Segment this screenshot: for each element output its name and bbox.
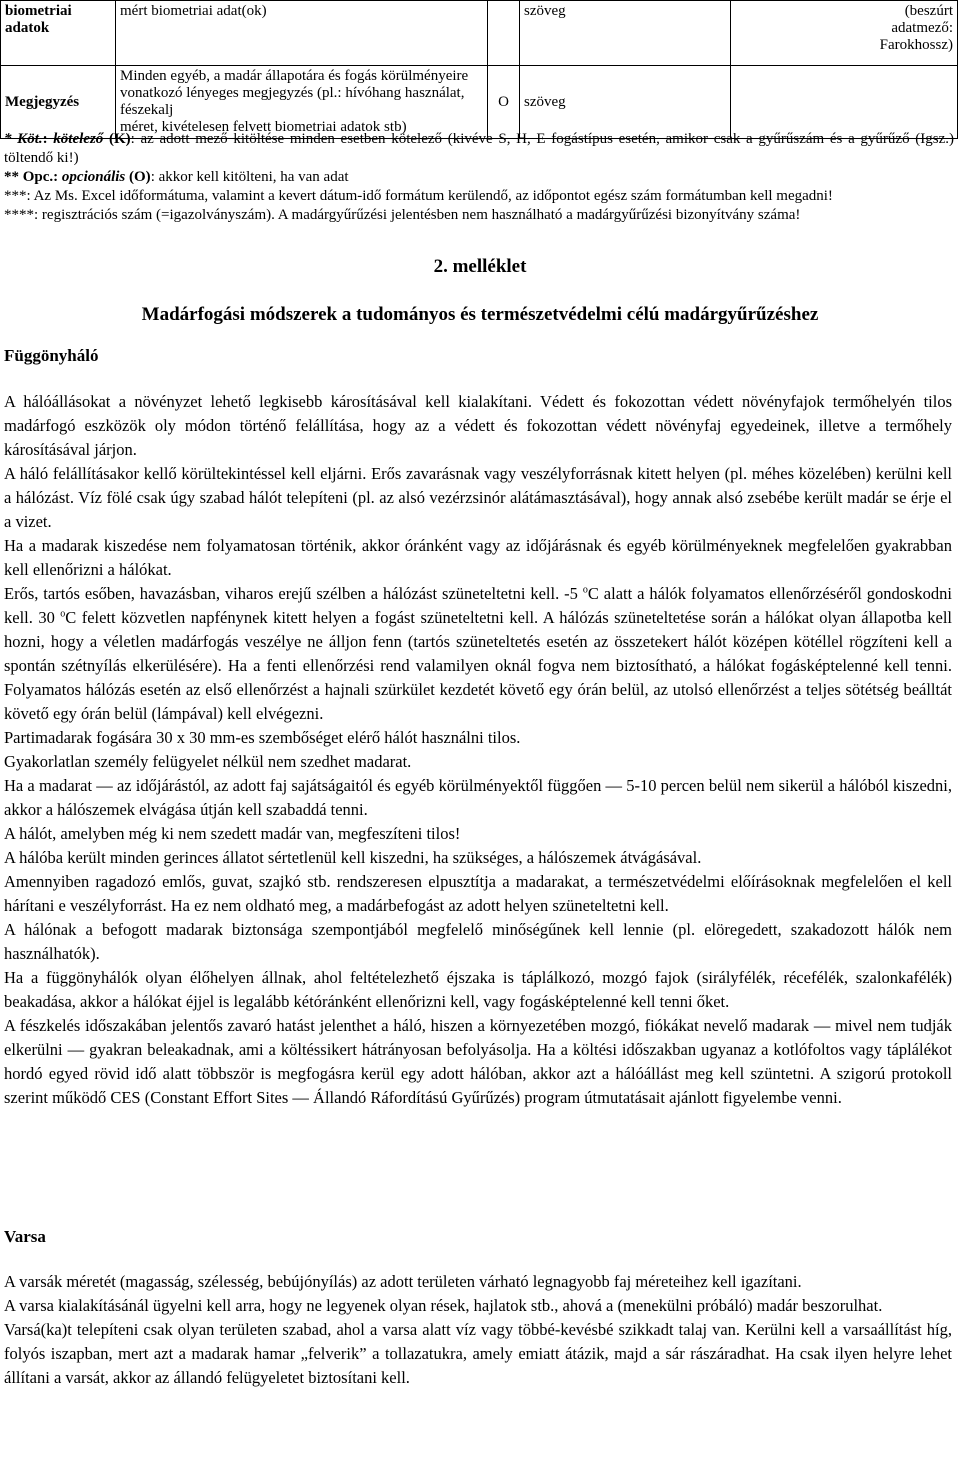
section-body-varsa (4, 1270, 952, 1390)
section-heading-fuggonyhalo: Függönyháló (4, 346, 99, 365)
row-description-line: méret, kivételesen felvett biometriai adatok stb) (120, 119, 407, 135)
footnote-time-format: ***: Az Ms. Excel időformátuma, valamint a kevert dátum-idő formátum kerülendő, az időpontot egész szám formátumban kell megadni! (4, 188, 833, 204)
paragraph: A hálónak a befogott madarak biztonsága szempontjából megfelelő minőségűnek kell lennie (pl. elöregedett, szakadozott hálók nem használhatók). (4, 920, 952, 963)
row-flag: O (488, 66, 520, 139)
row-description (116, 66, 488, 139)
footnote-optional (4, 168, 954, 187)
footnotes (4, 130, 954, 225)
footnote-marker: * Köt. (4, 131, 43, 147)
row-note (731, 66, 958, 139)
paragraph: Partimadarak fogására 30 x 30 mm-es szembőséget elérő hálót használni tilos. (4, 728, 521, 747)
section-body-fuggonyhalo (4, 390, 952, 1110)
row-note-line: (beszúrt (904, 3, 953, 19)
text-span: C alatt a hálók folyamatos ellenőrzéséről gondoskodni kell. 30 (4, 584, 952, 627)
row-label: Megjegyzés (1, 66, 116, 139)
section-heading-varsa: Varsa (4, 1227, 46, 1246)
footnote-term: kötelező (47, 131, 104, 147)
footnote-mandatory (4, 130, 954, 168)
row-type: szöveg (520, 1, 731, 66)
footnote-colon: : (42, 131, 48, 147)
paragraph: Varsá(ka)t telepíteni csak olyan területen szabad, ahol a varsa alatt víz vagy többé-kevésbé szikkadt talaj van. Kerülni kell a varsaállítást híg, folyós iszapban, mert azt a madarak hamar „felverik” a tollazatukra, amely emiatt átázik, majd a sár rászáradhat. Ha csak ilyen helyre lehet állítani a varsát, akkor az állandó felügyeletet biztosítani kell. (4, 1320, 952, 1387)
paragraph: Ha a madarat ― az időjárástól, az adott faj sajátságaitól és egyéb körülményektől függően ― 5-10 percen belül nem sikerül a hálóból kiszedni, akkor a hálószemek elvágása útján kell szabaddá tenni. (4, 776, 952, 819)
row-description: mért biometriai adat(ok) (116, 1, 488, 66)
footnote-text: : az adott mező kitöltése minden esetben kötelező (kivéve S, H, E fogástípus esetén, amikor csak a gyűrűszám és a gyűrűző (Igsz.) töltendő ki!) (4, 131, 954, 166)
footnote-marker: ** Opc. (4, 169, 54, 185)
footnote-code: (O) (125, 169, 151, 185)
row-note-line: adatmező: (891, 20, 953, 36)
paragraph: A hálót, amelyben még ki nem szedett madár van, megfeszíteni tilos! (4, 824, 461, 843)
paragraph: Ha a madarak kiszedése nem folyamatosan történik, akkor óránként vagy az időjárásnak és egyéb körülményeknek megfelelően gyakrabban kell ellenőrizni a hálókat. (4, 536, 952, 579)
footnote-colon: : (53, 169, 59, 185)
paragraph: A fészkelés időszakában jelentős zavaró hatást jelenthet a háló, hiszen a környezetében mozgó, fiókákat nevelő madarak ― mivel nem tudják elkerülni ― gyakran beleakadnak, ami a költéssikert hátrányosan befolyásolja. Ha a költési időszakban ugyanaz a kotlófoltos vagy táplálékot hordó egyed rövid idő alatt többször is megfogásra kerül egy adott hálóban, akkor azt a hálóállást meg kell szüntetni. A szigorú protokoll szerint működő CES (Constant Effort Sites ― Állandó Ráfordítású Gyűrűzés) program útmutatásait ajánlott figyelembe venni. (4, 1016, 952, 1107)
row-note (731, 1, 958, 66)
row-note-line: Farokhossz) (879, 37, 953, 53)
biometric-table (0, 0, 958, 139)
row-type: szöveg (520, 66, 731, 139)
row-label-line: adatok (5, 20, 50, 36)
row-description-line: Minden egyéb, a madár állapotára és fogás körülményeire (120, 68, 469, 84)
row-flag (488, 1, 520, 66)
footnote-code: (K) (103, 131, 131, 147)
paragraph: Ha a függönyhálók olyan élőhelyen állnak, ahol feltételezhető éjszaka is táplálkozó, mozgó fajok (sirályfélék, récefélék, szalonkafélék) beakadása, akkor a hálókat éjjel is legalább kétóránként ellenőrizni kell, vagy fogásképtelenné kell tenni őket. (4, 968, 952, 1011)
footnote-text: : akkor kell kitölteni, ha van adat (150, 169, 349, 185)
degree-sup: o (582, 584, 588, 596)
text-span: C felett közvetlen napfénynek kitett helyen a fogást szüneteltetni kell. A hálózás szüneteltetése során a hálókat olyan állapotba kell hozni, hogy a véletlen madárfogás veszélye ne álljon fenn (tartós szüneteltetés esetén az összetekert hálót középen kötéllel rögzíteni kell a spontán szétnyílás elkerülésére). Ha a fenti ellenőrzési rend valamilyen oknál fogva nem biztosítható, a hálókat fogásképtelenné kell tenni. Folyamatos hálózás esetén az első ellenőrzést a hajnali szürkület kezdetét követő egy órán belül, az utolsó ellenőrzést a teljes sötétség beálltát követő egy órán belül (lámpával) kell elvégezni. (4, 608, 952, 723)
paragraph: A hálóba került minden gerinces állatot sértetlenül kell kiszedni, ha szükséges, a hálószemek átvágásával. (4, 848, 702, 867)
paragraph-temperature (4, 582, 952, 726)
text-span: Erős, tartós esőben, havazásban, viharos erejű szélben a hálózást szüneteltetni kell. -5 (4, 584, 583, 603)
footnote-registration: ****: regisztrációs szám (=igazolványszám). A madárgyűrűzési jelentésben nem használható a madárgyűrűzési bizonyítvány száma! (4, 207, 801, 223)
annex-number: 2. melléklet (433, 256, 527, 277)
paragraph: A varsa kialakításánál ügyelni kell arra, hogy ne legyenek olyan rések, hajlatok stb., ahová a (menekülni próbáló) madár beszorulhat. (4, 1296, 883, 1315)
paragraph: Amennyiben ragadozó emlős, guvat, szajkó stb. rendszeresen elpusztítja a madarakat, a természetvédelmi előírásoknak megfelelően el kell hárítani e veszélyforrást. Ha ez nem oldható meg, a madárbefogást az adott helyen szüneteltetni kell. (4, 872, 952, 915)
paragraph: A varsák méretét (magasság, szélesség, bebújónyílás) az adott területen várható legnagyobb faj méreteihez kell igazítani. (4, 1272, 802, 1291)
degree-sup: o (60, 608, 66, 620)
paragraph: A háló felállításakor kellő körültekintéssel kell eljárni. Erős zavarásnak vagy veszélyforrásnak kitett helyen (pl. méhes közelében) kerülni kell a hálózást. Víz fölé csak úgy szabad hálót telepíteni (pl. az alsó vezérzsinór alátámasztásával), hogy annak alsó zsebébe került madár se érje el a vizet. (4, 464, 952, 531)
paragraph: A hálóállásokat a növényzet lehető legkisebb károsításával kell kialakítani. Védett és fokozottan védett növényfajok termőhelyén tilos madárfogó eszközök oly módon történő felállítása, hogy az a védett és fokozottan védett növényfaj egyedeinek, illetve a termőhely károsításával járjon. (4, 392, 952, 459)
footnote-term: opcionális (58, 169, 126, 185)
table-row (1, 66, 958, 139)
annex-title: Madárfogási módszerek a tudományos és természetvédelmi célú madárgyűrűzéshez (141, 304, 819, 325)
row-label (1, 1, 116, 66)
table-row (1, 1, 958, 66)
row-label-line: biometriai (5, 3, 72, 19)
paragraph: Gyakorlatlan személy felügyelet nélkül nem szedhet madarat. (4, 752, 412, 771)
row-description-line: vonatkozó lényeges megjegyzés (pl.: hívóhang használat, fészekalj (120, 85, 465, 118)
